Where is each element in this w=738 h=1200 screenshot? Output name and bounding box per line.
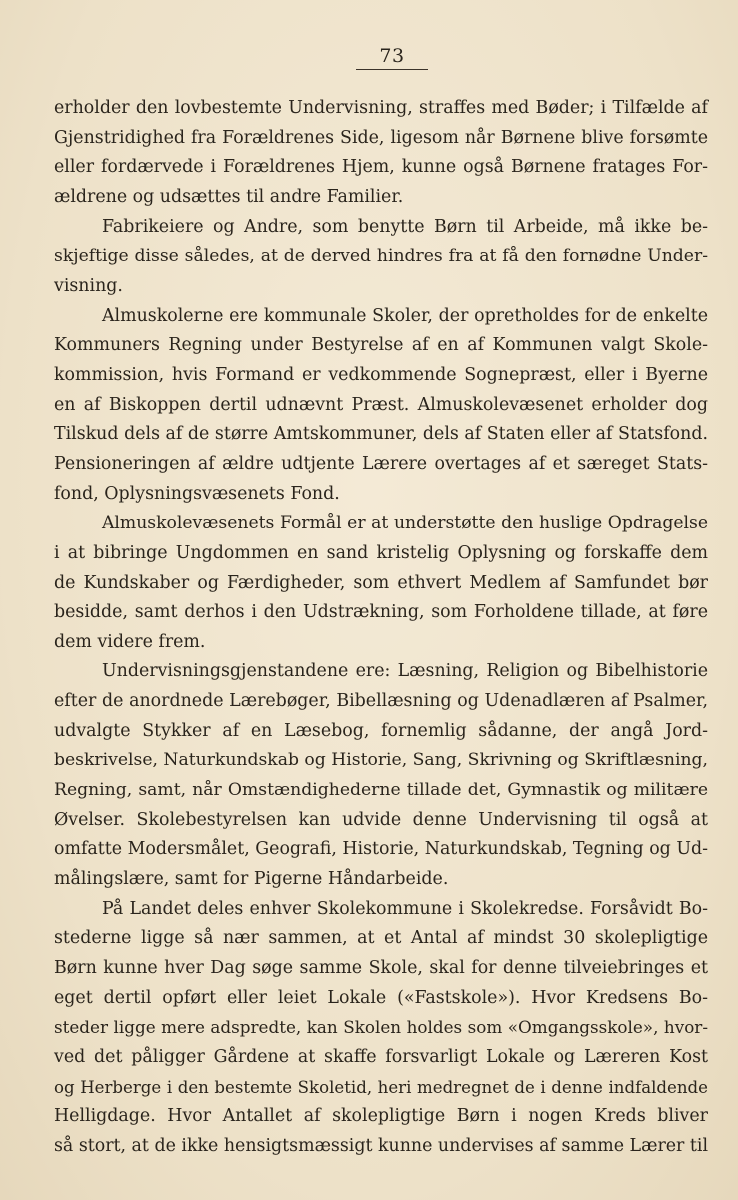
text-line: dem videre frem.	[54, 631, 206, 652]
text-line: kommission, hvis Formand er vedkommende Sognepræst, eller i Byerne	[54, 364, 708, 385]
text-line: beskrivelse, Naturkundskab og Historie, Sang, Skrivning og Skriftlæsning,	[54, 750, 708, 771]
page-number: 73	[379, 45, 405, 67]
text-line: målingslære, samt for Pigerne Håndarbeide.	[54, 869, 449, 890]
text-line: Almuskolevæsenets Formål er at understøtte den huslige Opdragelse	[102, 513, 708, 534]
text-line: så stort, at de ikke hensigtsmæssigt kunne undervises af samme Lærer til	[54, 1135, 709, 1156]
text-line: Fabrikeiere og Andre, som benytte Børn til Arbeide, må ikke be-	[102, 216, 708, 237]
text-line: erholder den lovbestemte Undervisning, straffes med Bøder; i Tilfælde af	[54, 98, 708, 118]
text-line: Børn kunne hver Dag søge samme Skole, skal for denne tilveiebringes et	[54, 958, 708, 979]
text-line: omfatte Modersmålet, Geografi, Historie, Naturkundskab, Tegning og Ud-	[54, 839, 708, 860]
text-line: eller fordærvede i Forældrenes Hjem, kunne også Børnene fratages For-	[54, 157, 708, 178]
header-rule	[356, 69, 428, 70]
text-line: efter de anordnede Lærebøger, Bibellæsning og Udenadlæren af Psalmer,	[54, 691, 708, 712]
text-line: Tilskud dels af de større Amtskommuner, dels af Staten eller af Statsfond.	[54, 424, 708, 445]
text-line: Helligdage. Hvor Antallet af skolepligtige Børn i nogen Kreds bliver	[54, 1106, 708, 1127]
text-line: en af Biskoppen dertil udnævnt Præst. Almuskolevæsenet erholder dog	[54, 394, 708, 415]
text-line: ældrene og udsættes til andre Familier.	[54, 186, 404, 207]
text-line: eget dertil opført eller leiet Lokale («Fastskole»). Hvor Kredsens Bo-	[54, 987, 708, 1008]
text-line: Kommuners Regning under Bestyrelse af en af Kommunen valgt Skole-	[54, 335, 708, 356]
text-line: På Landet deles enhver Skolekommune i Skolekredse. Forsåvidt Bo-	[102, 898, 708, 919]
text-line: og Herberge i den bestemte Skoletid, heri medregnet de i denne indfaldende	[54, 1077, 708, 1097]
text-line: stederne ligge så nær sammen, at et Antal af mindst 30 skolepligtige	[54, 928, 708, 949]
body-text	[54, 94, 708, 1162]
text-line: i at bibringe Ungdommen en sand kristelig Oplysning og forskaffe dem	[54, 542, 708, 563]
text-line: Pensioneringen af ældre udtjente Lærere overtages af et særeget Stats-	[54, 453, 708, 474]
text-line: udvalgte Stykker af en Læsebog, fornemlig sådanne, der angå Jord-	[54, 720, 708, 741]
text-line: fond, Oplysningsvæsenets Fond.	[54, 483, 340, 504]
text-line: visning.	[54, 275, 123, 296]
text-line: Almuskolerne ere kommunale Skoler, der opretholdes for de enkelte	[102, 305, 708, 326]
text-line: Gjenstridighed fra Forældrenes Side, ligesom når Børnene blive forsømte	[54, 127, 708, 148]
text-line: steder ligge mere adspredte, kan Skolen holdes som «Omgangsskole», hvor-	[54, 1017, 708, 1038]
text-line: skjeftige disse således, at de derved hindres fra at få den fornødne Under-	[54, 246, 708, 267]
text-line: besidde, samt derhos i den Udstrækning, som Forholdene tillade, at føre	[54, 602, 708, 623]
text-line: Regning, samt, når Omstændighederne tillade det, Gymnastik og militære	[54, 780, 708, 801]
text-line: ved det påligger Gårdene at skaffe forsvarligt Lokale og Læreren Kost	[54, 1047, 708, 1067]
text-line: Øvelser. Skolebestyrelsen kan udvide denne Undervisning til også at	[54, 809, 708, 830]
text-line: de Kundskaber og Færdigheder, som ethvert Medlem af Samfundet bør	[54, 572, 708, 593]
text-line: Undervisningsgjenstandene ere: Læsning, Religion og Bibelhistorie	[102, 661, 708, 682]
